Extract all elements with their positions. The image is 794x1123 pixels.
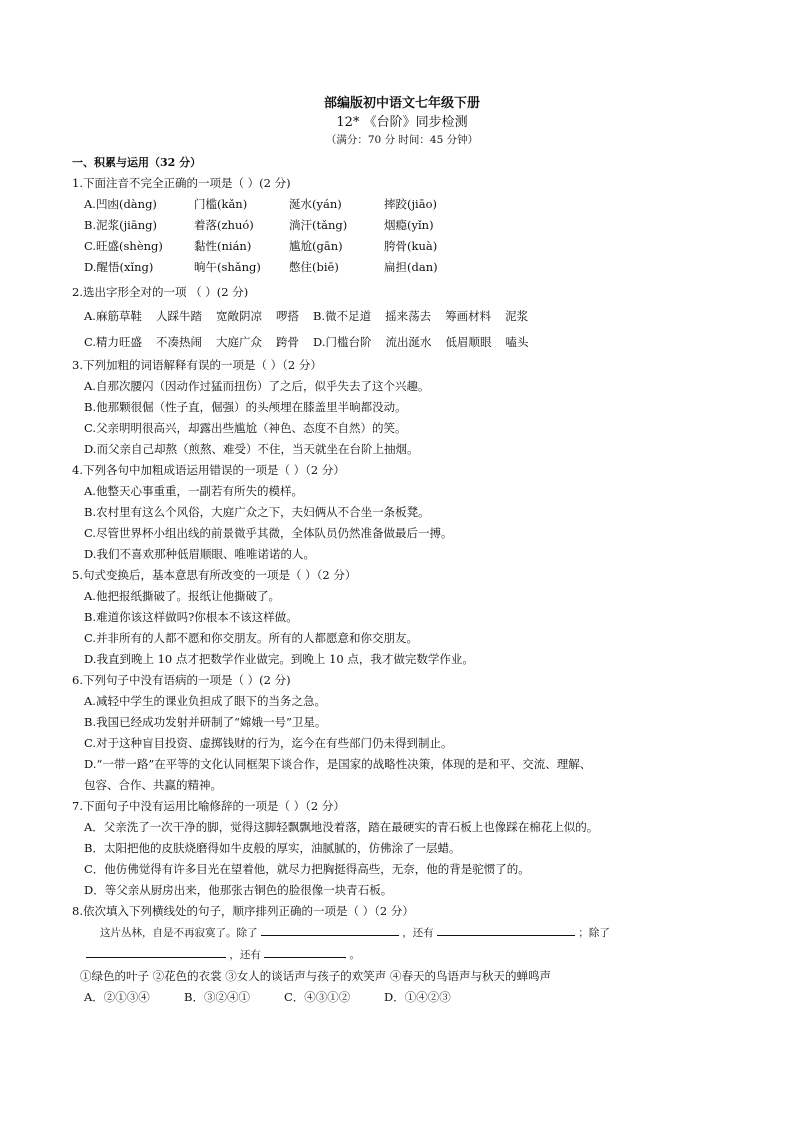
q1-cell: 尴尬(gān) <box>289 239 343 253</box>
q5-option-b: B.难道你该这样做吗?你根本不该这样做。 <box>84 610 298 624</box>
q1-cell: 着落(zhuó) <box>194 218 254 232</box>
q5-option-a: A.他把报纸撕破了。报纸让他撕破了。 <box>84 589 280 603</box>
q2-word: 啰搭 <box>275 309 299 323</box>
page-subtitle: 12* 《台阶》同步检测 <box>336 115 468 130</box>
q1-row-c <box>72 236 732 257</box>
q1-cell: 胯骨(kuà) <box>384 239 438 253</box>
q1-cell: 烟瘾(yǐn) <box>384 218 434 232</box>
q1-cell: 涎水(yán) <box>289 197 342 211</box>
q5-option-c: C.并非所有的人都不愿和你交朋友。所有的人都愿意和你交朋友。 <box>84 631 419 645</box>
question-6-stem: 6.下列句子中没有语病的一项是（ ）(2 分) <box>72 673 291 687</box>
q1-cell: 扁担(dan) <box>384 260 438 274</box>
q8-fill-text: ，还有 <box>229 949 261 961</box>
q1-cell: 晌午(shǎng) <box>194 260 261 274</box>
q8-fill-text: 。 <box>349 949 361 961</box>
q1-cell: A.凹凼(dàng) <box>84 197 157 211</box>
q1-cell: 摔跤(jiāo) <box>384 197 437 211</box>
q3-option-b: B.他那颗很倔（性子直，倔强）的头颅埋在膝盖里半晌都没动。 <box>84 400 407 414</box>
q8-choice-c: C．④③①② <box>284 990 351 1004</box>
question-8-stem: 8.依次填入下列横线处的句子，顺序排列正确的一项是（ ）（2 分） <box>72 904 414 918</box>
blank-line <box>86 945 226 958</box>
q1-cell: 黏性(nián) <box>194 239 252 253</box>
q2-word: 摇来荡去 <box>385 309 432 323</box>
q8-fill-line-2 <box>72 944 732 966</box>
q1-row-d <box>72 257 732 278</box>
q7-option-a: A．父亲洗了一次干净的脚，觉得这脚轻飘飘地没着落，踏在最硬实的青石板上也像踩在棉花上似的。 <box>84 820 599 834</box>
q2-word: C.精力旺盛 <box>84 335 143 349</box>
exam-page <box>72 96 732 1008</box>
q2-word: 嗑头 <box>505 335 529 349</box>
q4-option-d: D.我们不喜欢那种低眉顺眼、唯唯诺诺的人。 <box>84 547 315 561</box>
q7-option-b: B．太阳把他的皮肤烧磨得如牛皮般的厚实，油腻腻的，仿佛涂了一层蜡。 <box>84 841 461 855</box>
q2-word: 大庭广众 <box>216 335 263 349</box>
q3-option-d: D.而父亲自己却熬（煎熬、难受）不住，当天就坐在台阶上抽烟。 <box>84 442 419 456</box>
q4-option-c: C.尽管世界杯小组出线的前景微乎其微，全体队员仍然准备做最后一搏。 <box>84 526 453 540</box>
q1-cell: C.旺盛(shèng) <box>84 239 163 253</box>
q6-option-a: A.减轻中学生的课业负担成了眼下的当务之急。 <box>84 694 326 708</box>
blank-line <box>437 923 575 936</box>
q1-cell: 淌汗(tǎng) <box>289 218 348 232</box>
q7-option-c: C．他仿佛觉得有许多目光在望着他，就尽力把胸挺得高些，无奈，他的背是驼惯了的。 <box>84 862 530 876</box>
q2-word: 流出涎水 <box>385 335 432 349</box>
q2-row-2 <box>72 329 732 355</box>
score-time-line: （满分：70 分 时间：45 分钟） <box>325 134 479 146</box>
q8-fill-text: ，还有 <box>402 927 434 939</box>
q2-word: 宽敞阴凉 <box>215 309 262 323</box>
q8-fill-text: 这片丛林，自是不再寂寞了。除了 <box>100 927 258 939</box>
q2-word: 不凑热闹 <box>156 335 203 349</box>
q6-option-b: B.我国已经成功发射并研制了“嫦娥一号”卫星。 <box>84 715 327 729</box>
q8-choice-d: D．①④②③ <box>384 990 451 1004</box>
question-2-stem: 2.选出字形全对的一项 （ ）(2 分) <box>72 285 249 299</box>
section-heading: 一、积累与运用（32 分） <box>72 156 202 169</box>
blank-line <box>264 945 346 958</box>
q8-choice-a: A．②①③④ <box>84 990 150 1004</box>
q3-option-a: A.自那次腰闪（因动作过猛而扭伤）了之后，似乎失去了这个兴趣。 <box>84 379 430 393</box>
q8-fill-line-1 <box>72 922 732 944</box>
q7-option-d: D．等父亲从厨房出来，他那张古铜色的脸很像一块青石板。 <box>84 883 393 897</box>
q4-option-a: A.他整天心事重重，一副若有所失的模样。 <box>84 484 303 498</box>
q1-cell: 门槛(kǎn) <box>194 197 248 211</box>
q2-word: 泥浆 <box>505 309 529 323</box>
question-7-stem: 7.下面句子中没有运用比喻修辞的一项是（ ）（2 分） <box>72 799 345 813</box>
q2-word: 低眉顺眼 <box>445 335 492 349</box>
q6-option-d-cont: 包容、合作、共赢的精神。 <box>84 778 222 792</box>
q1-row-b <box>72 215 732 236</box>
q2-word: D.门槛台阶 <box>313 335 372 349</box>
page-title: 部编版初中语文七年级下册 <box>323 96 480 111</box>
q2-word: B.微不足道 <box>312 309 372 323</box>
question-1-stem: 1.下面注音不完全正确的一项是（ ）(2 分) <box>72 176 291 190</box>
q1-row-a <box>72 194 732 215</box>
question-4-stem: 4.下列各句中加粗成语运用错误的一项是（ ）（2 分） <box>72 463 345 477</box>
q6-option-c: C.对于这种盲目投资、虚掷钱财的行为，迄今在有些部门仍未得到制止。 <box>84 736 453 750</box>
q1-cell: B.泥浆(jiāng) <box>84 218 157 232</box>
q8-fill-text: ；除了 <box>578 927 610 939</box>
q2-row-1 <box>72 303 732 329</box>
q8-choice-b: B．③②④① <box>184 990 250 1004</box>
q8-choices <box>72 987 732 1008</box>
blank-line <box>261 923 399 936</box>
q5-option-d: D.我直到晚上 10 点才把数学作业做完。到晚上 10 点，我才做完数学作业。 <box>84 652 474 666</box>
q2-word: 筹画材料 <box>445 309 492 323</box>
q6-option-d: D.“一带一路”在平等的文化认同框架下谈合作，是国家的战略性决策，体现的是和平、交流、理解、 <box>84 757 592 771</box>
q2-word: A.麻筋草鞋 <box>84 309 142 323</box>
q3-option-c: C.父亲明明很高兴，却露出些尴尬（神色、态度不自然）的笑。 <box>84 421 407 435</box>
q1-cell: 憋住(biē) <box>289 260 339 274</box>
q2-word: 跨骨 <box>276 335 300 349</box>
q2-word: 人踩牛踏 <box>155 309 202 323</box>
q4-option-b: B.农村里有这么个风俗，大庭广众之下，夫妇俩从不合坐一条板凳。 <box>84 505 430 519</box>
question-5-stem: 5.句式变换后，基本意思有所改变的一项是（ ）（2 分） <box>72 568 357 582</box>
q1-cell: D.醒悟(xǐng) <box>84 260 154 274</box>
question-3-stem: 3.下列加粗的词语解释有误的一项是（ ）（2 分） <box>72 358 322 372</box>
q8-sentences: ①绿色的叶子 ②花色的衣裳 ③女人的谈话声与孩子的欢笑声 ④春天的鸟语声与秋天的蝉鸣声 <box>80 969 551 983</box>
